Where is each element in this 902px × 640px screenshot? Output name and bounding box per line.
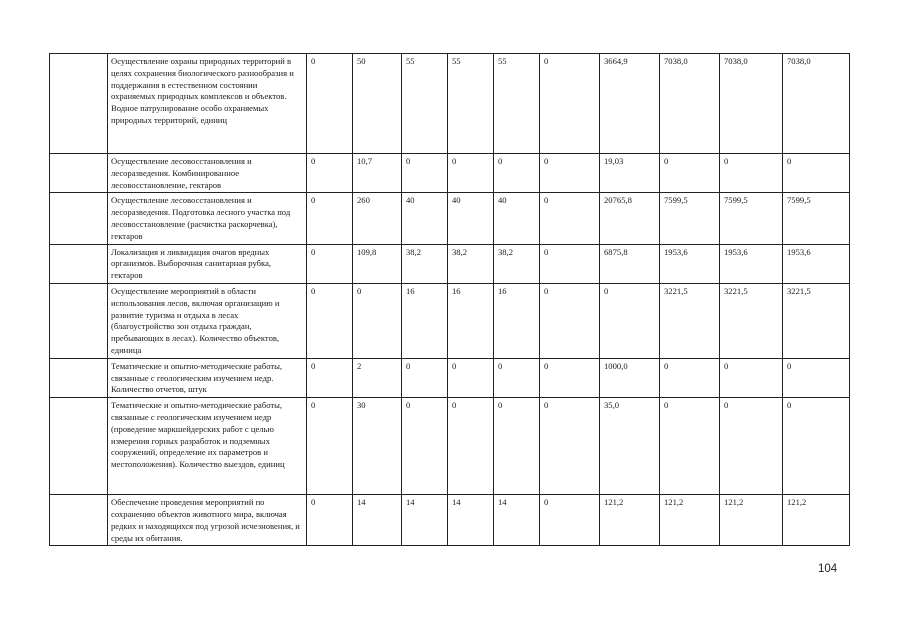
value-cell: 38,2 [448,244,494,283]
value-cell: 0 [494,398,540,495]
table-row [50,495,850,546]
value-cell: 1953,6 [783,244,850,283]
row-description: Осуществление лесовосстановления и лесоразведения. Комбинированное лесовосстановление, гектаров [108,154,307,193]
value-cell: 0 [448,154,494,193]
value-cell: 35,0 [600,398,660,495]
row-description: Осуществление охраны природных территорий в целях сохранения биологического разнообразия и поддержания в естественном состоянии охраняемых природных комплексов и объектов. Водное патрулирование особо охраняемых природных территорий, единиц [108,54,307,154]
value-cell: 0 [402,154,448,193]
value-cell: 0 [307,283,353,358]
row-index-cell [50,244,108,283]
row-index-cell [50,154,108,193]
row-description: Тематические и опытно-методические работы, связанные с геологическим изучением недр (проведение маркшейдерских работ с целью измерения горных разработок и подземных сооружений, определение их параметров и местоположения). Количество выездов, единиц [108,398,307,495]
value-cell: 0 [540,358,600,397]
value-cell: 0 [783,358,850,397]
row-description: Тематические и опытно-методические работы, связанные с геологическим изучением недр. Количество отчетов, штук [108,358,307,397]
row-index-cell [50,398,108,495]
value-cell: 0 [783,154,850,193]
row-index-cell [50,193,108,244]
row-description: Локализация и ликвидация очагов вредных организмов. Выборочная санитарная рубка, гектаров [108,244,307,283]
row-index-cell [50,495,108,546]
table-row [50,244,850,283]
value-cell: 1000,0 [600,358,660,397]
value-cell: 0 [783,398,850,495]
table-row [50,398,850,495]
value-cell: 38,2 [494,244,540,283]
value-cell: 0 [307,54,353,154]
value-cell: 0 [600,283,660,358]
value-cell: 0 [307,154,353,193]
value-cell: 0 [494,154,540,193]
value-cell: 50 [353,54,402,154]
table-row [50,193,850,244]
value-cell: 121,2 [600,495,660,546]
table-row [50,358,850,397]
value-cell: 0 [660,154,720,193]
value-cell: 0 [540,398,600,495]
table-row [50,154,850,193]
value-cell: 0 [720,358,783,397]
value-cell: 7038,0 [783,54,850,154]
value-cell: 260 [353,193,402,244]
value-cell: 38,2 [402,244,448,283]
value-cell: 121,2 [720,495,783,546]
value-cell: 0 [402,358,448,397]
value-cell: 109,8 [353,244,402,283]
value-cell: 0 [660,398,720,495]
value-cell: 19,03 [600,154,660,193]
value-cell: 3221,5 [783,283,850,358]
value-cell: 0 [540,54,600,154]
value-cell: 20765,8 [600,193,660,244]
value-cell: 0 [540,154,600,193]
value-cell: 0 [494,358,540,397]
row-index-cell [50,54,108,154]
value-cell: 0 [540,193,600,244]
value-cell: 1953,6 [660,244,720,283]
value-cell: 0 [540,283,600,358]
row-index-cell [50,283,108,358]
value-cell: 1953,6 [720,244,783,283]
value-cell: 0 [660,358,720,397]
value-cell: 0 [307,244,353,283]
table-row [50,54,850,154]
value-cell: 0 [448,358,494,397]
value-cell: 121,2 [660,495,720,546]
value-cell: 7038,0 [720,54,783,154]
value-cell: 14 [448,495,494,546]
value-cell: 14 [494,495,540,546]
value-cell: 0 [307,495,353,546]
value-cell: 0 [307,193,353,244]
value-cell: 16 [402,283,448,358]
value-cell: 55 [494,54,540,154]
value-cell: 7599,5 [783,193,850,244]
value-cell: 0 [720,398,783,495]
value-cell: 7038,0 [660,54,720,154]
value-cell: 16 [494,283,540,358]
value-cell: 16 [448,283,494,358]
row-description: Обеспечение проведения мероприятий по сохранению объектов животного мира, включая редких и находящихся под угрозой исчезновения, и среды их обитания. [108,495,307,546]
value-cell: 121,2 [783,495,850,546]
value-cell: 0 [402,398,448,495]
value-cell: 7599,5 [660,193,720,244]
value-cell: 40 [402,193,448,244]
table-body [50,54,850,546]
value-cell: 14 [402,495,448,546]
value-cell: 40 [494,193,540,244]
table-row [50,283,850,358]
value-cell: 3664,9 [600,54,660,154]
row-description: Осуществление лесовосстановления и лесоразведения. Подготовка лесного участка под лесовосстановление (расчистка раскорчевка), гектаров [108,193,307,244]
row-index-cell [50,358,108,397]
value-cell: 10,7 [353,154,402,193]
page-number: 104 [818,563,838,575]
value-cell: 0 [307,398,353,495]
value-cell: 3221,5 [720,283,783,358]
row-description: Осуществление мероприятий в области использования лесов, включая организацию и развитие туризма и отдыха в лесах (благоустройство зон отдыха граждан, пребывающих в лесах). Количество объектов, единица [108,283,307,358]
value-cell: 0 [307,358,353,397]
value-cell: 30 [353,398,402,495]
value-cell: 6875,8 [600,244,660,283]
value-cell: 2 [353,358,402,397]
value-cell: 0 [720,154,783,193]
value-cell: 0 [540,244,600,283]
value-cell: 0 [540,495,600,546]
value-cell: 55 [448,54,494,154]
value-cell: 3221,5 [660,283,720,358]
data-table [49,53,850,546]
value-cell: 7599,5 [720,193,783,244]
value-cell: 40 [448,193,494,244]
value-cell: 14 [353,495,402,546]
value-cell: 0 [448,398,494,495]
value-cell: 0 [353,283,402,358]
value-cell: 55 [402,54,448,154]
